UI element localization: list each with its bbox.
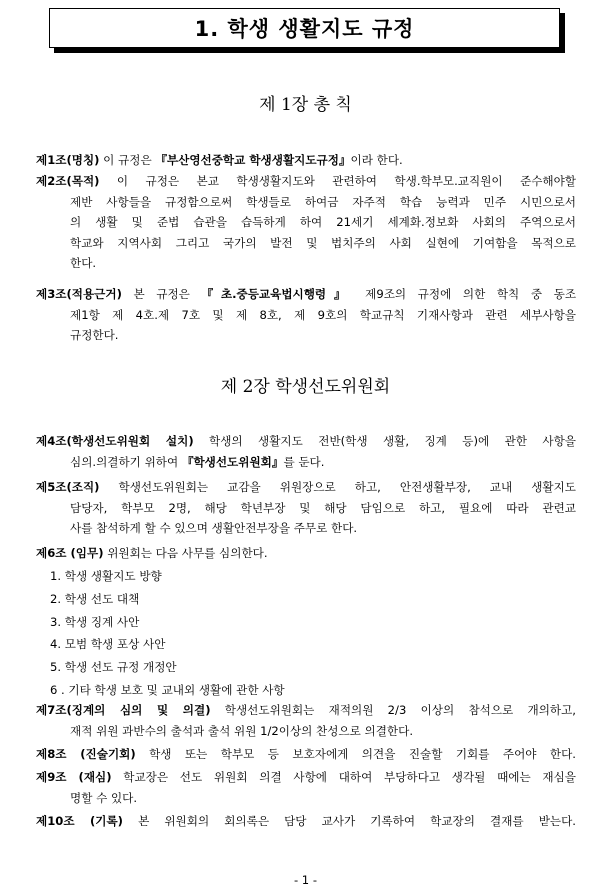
article-1-post: 이라 한다. — [350, 153, 403, 167]
article-2-line-1: 이 규정은 본교 학생생활지도와 관련하여 학생.학부모.교직원이 준수해야할 — [116, 174, 577, 188]
page-number: - 1 - — [293, 873, 318, 887]
article-7-line-1: 학생선도위원회는 재적의원 2/3 이상의 참석으로 개의하고, — [224, 703, 576, 717]
article-6-label: 제6조 (임무) — [36, 546, 104, 560]
article-5-label: 제5조(조직) — [36, 480, 100, 494]
article-6-text: 위원회는 다음 사무를 심의한다. — [107, 546, 268, 560]
article-5-line-3: 사를 참석하게 할 수 있으며 생활안전부장을 주무로 한다. — [70, 521, 358, 536]
article-6-list — [50, 565, 285, 702]
list-item: 4. 모범 학생 포상 사안 — [50, 637, 166, 652]
article-2 — [36, 171, 576, 274]
article-7 — [36, 700, 576, 741]
article-1-label: 제1조(명칭) — [36, 153, 100, 167]
page-title: 1. 학생 생활지도 규정 — [194, 17, 415, 41]
article-1 — [36, 150, 576, 171]
article-2-line-3: 의 생활 및 준법 습관을 습득하게 하여 21세기 세계화.정보화 사회의 주역으로서 — [70, 215, 576, 230]
article-7-label: 제7조(징계의 심의 및 의결) — [36, 703, 211, 717]
list-item: 3. 학생 징계 사안 — [50, 614, 140, 629]
article-7-line-2: 재적 위원 과반수의 출석과 출석 위원 1/2이상의 찬성으로 의결한다. — [70, 723, 414, 738]
article-4-line-1: 학생의 생활지도 전반(학생 생활, 징계 등)에 관한 사항을 — [209, 434, 576, 448]
article-10-text: 본 위원회의 회의록은 담당 교사가 기록하여 학교장의 결재를 받는다. — [138, 814, 576, 828]
chapter-2-heading: 제 2장 학생선도위원회 — [220, 377, 391, 397]
article-5-line-2: 담당자, 학부모 2명, 해당 학년부장 및 해당 담임으로 하고, 필요에 따라 관련교 — [70, 500, 576, 515]
list-item: 6 . 기타 학생 보호 및 교내외 생활에 관한 사항 — [50, 682, 285, 697]
article-9-label: 제9조 (재심) — [36, 770, 112, 784]
article-10-label: 제10조 (기록) — [36, 814, 123, 828]
article-4-label: 제4조(학생선도위원회 설치) — [36, 434, 194, 448]
list-item: 5. 학생 선도 규정 개정안 — [50, 660, 177, 675]
article-9-line-1: 학교장은 선도 위원회 의결 사항에 대하여 부당하다고 생각될 때에는 재심을 — [123, 770, 577, 784]
list-item: 1. 학생 생활지도 방향 — [50, 569, 162, 583]
article-5 — [36, 477, 576, 539]
article-3-label: 제3조(적용근거) — [36, 287, 122, 301]
article-9 — [36, 767, 576, 808]
title-box — [49, 8, 560, 48]
chapter-1-heading: 제 1장 총 칙 — [259, 95, 352, 115]
article-3-pre: 본 규정은 — [133, 287, 202, 301]
article-8-label: 제8조 (진술기회) — [36, 747, 136, 761]
article-1-pre: 이 규정은 — [103, 153, 156, 167]
article-4 — [36, 431, 576, 472]
article-9-line-2: 명할 수 있다. — [70, 790, 138, 805]
article-4-line-2-pre: 심의.의결하기 위하여 — [70, 454, 182, 469]
list-item: 2. 학생 선도 대책 — [50, 591, 140, 606]
article-2-line-4: 학교와 지역사회 그리고 국가의 발전 및 법치주의 사회 실현에 기여함을 목적으로 — [70, 235, 576, 250]
article-8-text: 학생 또는 학부모 등 보호자에게 의견을 진술할 기회를 주어야 한다. — [149, 747, 576, 761]
article-10 — [36, 811, 576, 832]
article-3-line-3: 규정한다. — [70, 328, 119, 343]
article-3-line-2: 제1항 제 4호.제 7호 및 제 8호, 제 9호의 학교규칙 기재사항과 관련 세부사항을 — [70, 307, 576, 322]
article-3-line-1-post: 제9조의 규정에 의한 학칙 중 동조 — [365, 287, 577, 301]
article-2-line-5: 한다. — [70, 256, 97, 271]
article-1-quote: 『부산영선중학교 학생생활지도규정』 — [155, 153, 351, 167]
article-6 — [36, 543, 576, 564]
article-3-quote: 『초.중등교육법시행령』 — [201, 287, 354, 301]
article-4-line-2-post: 를 둔다. — [283, 454, 325, 469]
article-4-quote: 『학생선도위원회』 — [181, 454, 284, 469]
article-8 — [36, 744, 576, 765]
article-2-label: 제2조(목적) — [36, 174, 100, 188]
article-5-line-1: 학생선도위원회는 교감을 위원장으로 하고, 안전생활부장, 교내 생활지도 — [118, 480, 576, 494]
article-3 — [36, 284, 576, 346]
article-2-line-2: 제반 사항들을 규정함으로써 학생들로 하여금 자주적 학습 능력과 민주 시민으로서 — [70, 194, 576, 209]
